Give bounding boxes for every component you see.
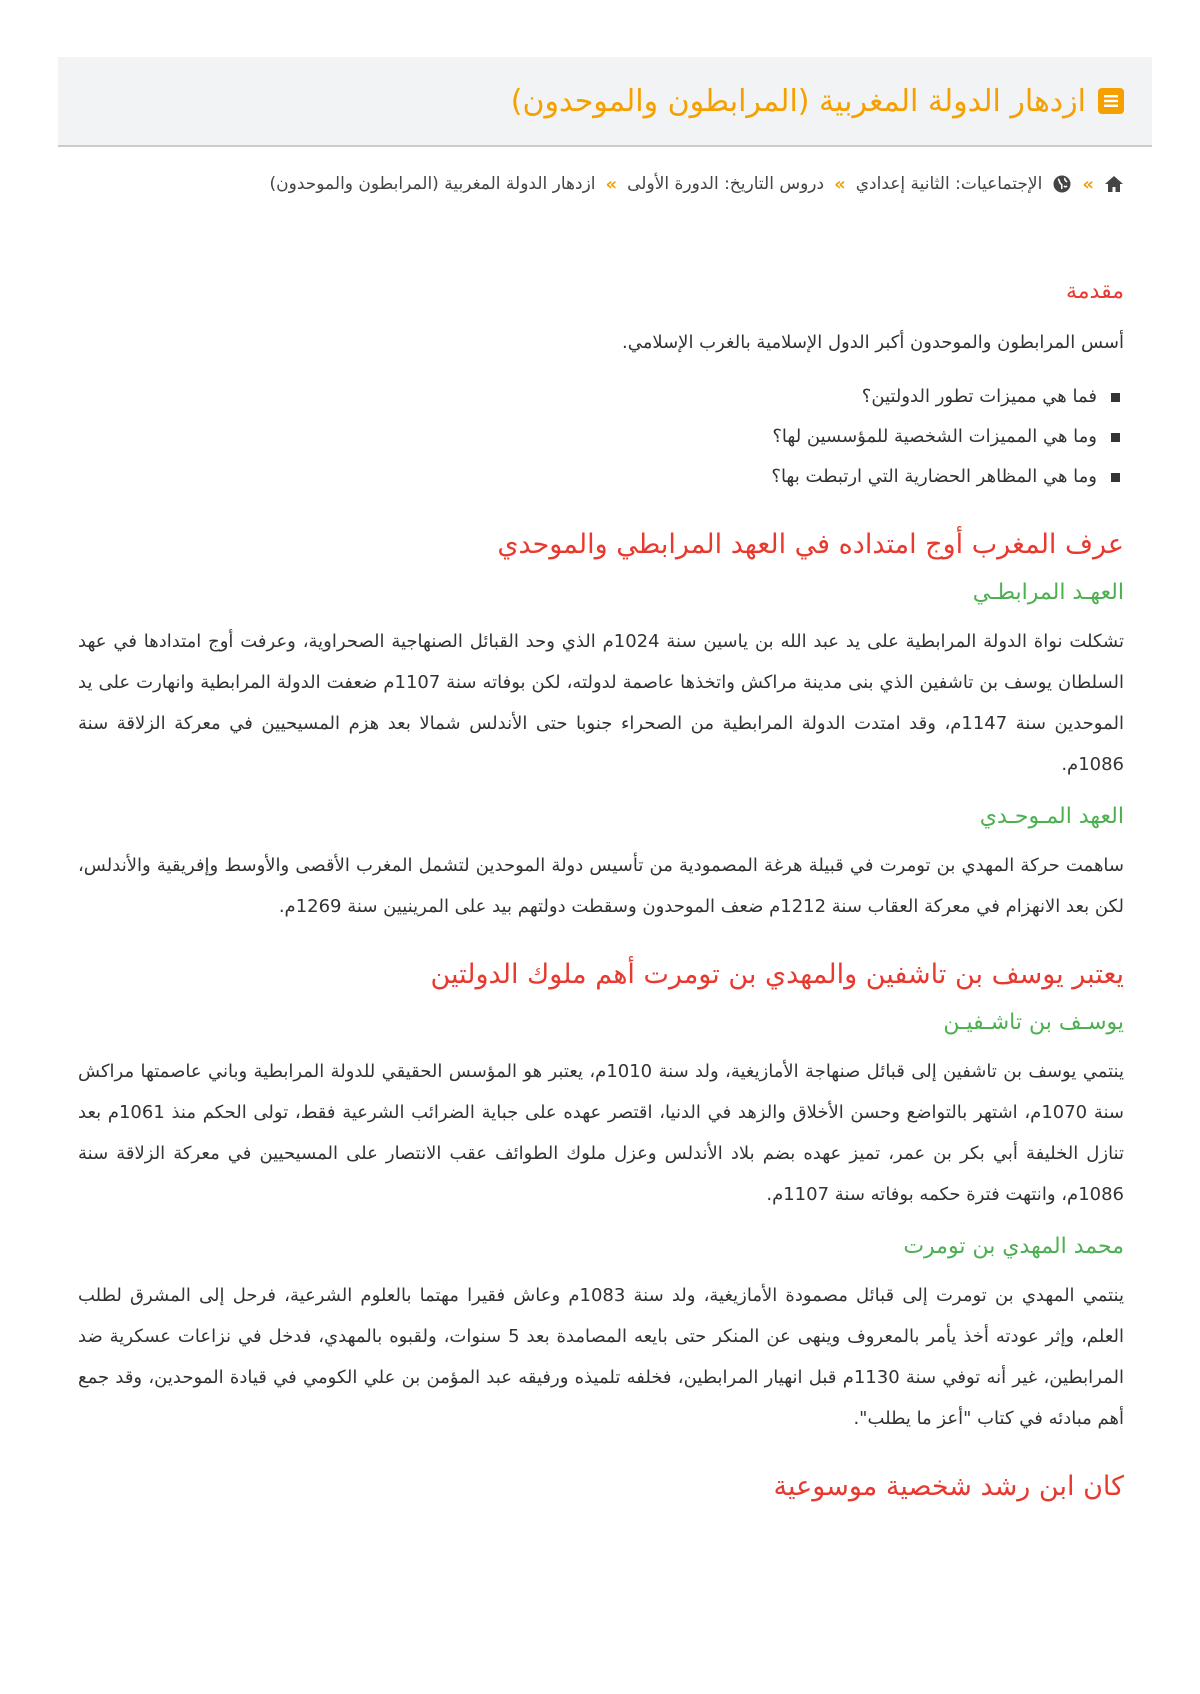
square-bullet-icon	[1111, 433, 1120, 442]
square-bullet-icon	[1111, 473, 1120, 482]
subsection-text: ساهمت حركة المهدي بن تومرت في قبيلة هرغة المصمودية من تأسيس دولة الموحدين لتشمل المغرب الأقصى والأوسط وإفريقية والأندلس، لكن بعد الانهزام في معركة العقاب سنة 1212م ضعف الموحدون وسقطت دولتهم بيد على المرينيين سنة 1269م.	[78, 855, 1124, 917]
list-item	[78, 377, 1124, 417]
section-rulers	[78, 953, 1124, 1439]
globe-icon	[1052, 174, 1072, 194]
section-ibn-rushd	[78, 1465, 1124, 1509]
question-text: وما هي المظاهر الحضارية التي ارتبطت بها؟	[771, 466, 1097, 487]
breadcrumb-separator: »	[605, 173, 618, 195]
intro-text: أسس المرابطون والموحدون أكبر الدول الإسلامية بالغرب الإسلامي.	[621, 332, 1124, 353]
lesson-content	[58, 279, 1152, 1509]
square-bullet-icon	[1111, 393, 1120, 402]
list-item	[78, 417, 1124, 457]
subsection-heading: العهـد المرابطـي	[972, 580, 1124, 605]
breadcrumb-separator: »	[1082, 173, 1094, 195]
question-text: فما هي مميزات تطور الدولتين؟	[861, 386, 1097, 407]
breadcrumb	[58, 169, 1152, 199]
intro-heading: مقدمة	[1065, 279, 1124, 304]
subsection-heading: محمد المهدي بن تومرت	[903, 1234, 1124, 1259]
subsection-heading: يوسـف بن تاشـفيـن	[943, 1010, 1124, 1035]
breadcrumb-separator: »	[834, 173, 846, 195]
intro-section	[78, 279, 1124, 497]
section-heading: يعتبر يوسف بن تاشفين والمهدي بن تومرت أهم ملوك الدولتين	[430, 959, 1124, 990]
subsection-text: تشكلت نواة الدولة المرابطية على يد عبد الله بن ياسين سنة 1024م الذي وحد القبائل الصنهاجية الصحراوية، وعرفت أوج امتدادها في عهد السلطان يوسف بن تاشفين الذي بنى مدينة مراكش واتخذها عاصمة لدولته، لكن بوفاته سنة 1107م ضعفت الدولة المرابطية وانهارت على يد الموحدين سنة 1147م، وقد امتدت الدولة المرابطية من الصحراء جنوبا حتى الأندلس شمالا بعد هزم المسيحيين في معركة الزلاقة سنة 1086م.	[78, 631, 1124, 775]
list-item	[78, 457, 1124, 497]
page-title: ازدهار الدولة المغربية (المرابطون والموحدون)	[510, 83, 1086, 119]
subsection-text: ينتمي يوسف بن تاشفين إلى قبائل صنهاجة الأمازيغية، ولد سنة 1010م، يعتبر هو المؤسس الحقيقي للدولة المرابطية وباني عاصمتها مراكش سنة 1070م، اشتهر بالتواضع وحسن الأخلاق والزهد في الدنيا، اقتصر عهده على جباية الضرائب الشرعية فقط، تولى الحكم منذ 1061م بعد تنازل الخليفة أبي بكر بن عمر، تميز عهده بضم بلاد الأندلس وعزل ملوك الطوائف عقب الانتصار على المسيحيين في معركة الزلاقة سنة 1086م، وانتهت فترة حكمه بوفاته سنة 1107م.	[78, 1061, 1124, 1205]
section-expansion	[78, 523, 1124, 927]
breadcrumb-item-course[interactable]: دروس التاريخ: الدورة الأولى	[627, 174, 825, 194]
subsection-heading: العهد المـوحـدي	[979, 804, 1124, 829]
breadcrumb-item-grade[interactable]: الإجتماعيات: الثانية إعدادي	[855, 174, 1043, 194]
home-icon[interactable]	[1104, 175, 1124, 193]
title-bar	[58, 57, 1152, 147]
intro-questions	[78, 377, 1124, 497]
section-heading: كان ابن رشد شخصية موسوعية	[773, 1471, 1124, 1502]
subsection-text: ينتمي المهدي بن تومرت إلى قبائل مصمودة الأمازيغية، ولد سنة 1083م وعاش فقيرا مهتما بالعلوم الشرعية، فرحل إلى المشرق لطلب العلم، وإثر عودته أخذ يأمر بالمعروف وينهى عن المنكر حتى بايعه المصامدة بعد 5 سنوات، ولقبوه بالمهدي، فدخل في نزاعات عسكرية ضد المرابطين، غير أنه توفي سنة 1130م قبل انهيار المرابطين، فخلفه تلميذه ورفيقه عبد المؤمن بن علي الكومي في قيادة الموحدين، وقد جمع أهم مبادئه في كتاب "أعز ما يطلب".	[78, 1285, 1124, 1429]
question-text: وما هي المميزات الشخصية للمؤسسين لها؟	[772, 426, 1097, 447]
breadcrumb-item-current: ازدهار الدولة المغربية (المرابطون والموحدون)	[269, 174, 596, 194]
document-icon	[1098, 88, 1124, 114]
section-heading: عرف المغرب أوج امتداده في العهد المرابطي والموحدي	[497, 529, 1124, 560]
lesson-page	[58, 57, 1152, 1535]
